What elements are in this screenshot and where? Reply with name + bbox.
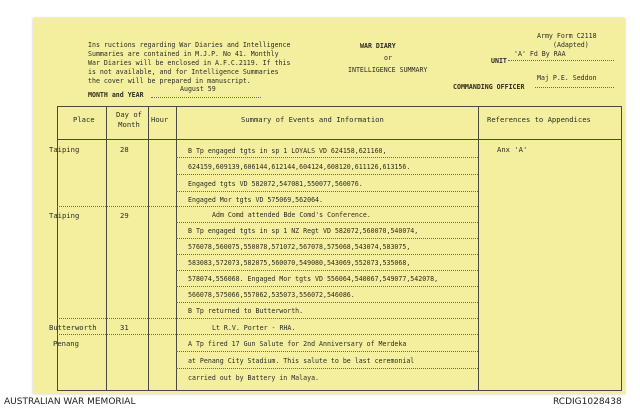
line-sep bbox=[176, 222, 478, 223]
header-place: Place bbox=[73, 115, 95, 124]
line-sep bbox=[176, 191, 478, 192]
header-references: References to Appendices bbox=[487, 115, 591, 124]
line-sep bbox=[57, 334, 478, 335]
unit-value: 'A' Fd By RAA bbox=[514, 50, 566, 58]
header-day-of-month: Day of Month bbox=[116, 110, 142, 129]
row4-place: Penang bbox=[53, 339, 79, 348]
form-number: Army Form C2118 bbox=[537, 32, 597, 40]
row1-reference: Anx 'A' bbox=[497, 145, 528, 154]
row4-line3: carried out by Battery in Malaya. bbox=[188, 374, 320, 382]
row1-day: 28 bbox=[120, 145, 129, 154]
form-adapted: (Adapted) bbox=[553, 41, 589, 49]
row2-line1: Adm Comd attended Bde Comd's Conference. bbox=[212, 211, 371, 219]
instructions-line-1: Ins ructions regarding War Diaries and Intelligence bbox=[88, 41, 291, 49]
row1-line1: B Tp engaged tgts in sp 1 LOYALS VD 624158,621160, bbox=[188, 147, 387, 155]
table-header-border bbox=[57, 139, 622, 140]
title-or: or bbox=[384, 54, 392, 62]
col-divider-3 bbox=[176, 106, 177, 391]
row2-place: Taiping bbox=[49, 211, 80, 220]
line-sep bbox=[57, 206, 478, 207]
row4-line2: at Penang City Stadium. This salute to be last ceremonial bbox=[188, 357, 415, 365]
row1-place: Taiping bbox=[49, 145, 80, 154]
instructions-line-4: is not available, and for Intelligence Summaries bbox=[88, 68, 279, 76]
table-bottom-border bbox=[57, 390, 622, 391]
col-divider-2 bbox=[148, 106, 149, 391]
header-summary: Summary of Events and Information bbox=[241, 115, 384, 124]
line-sep bbox=[176, 302, 478, 303]
col-divider-1 bbox=[106, 106, 107, 391]
commanding-officer-label: COMMANDING OFFICER bbox=[453, 83, 525, 91]
footer-archive-name: AUSTRALIAN WAR MEMORIAL bbox=[4, 397, 136, 407]
month-year-dotted-line bbox=[151, 97, 261, 98]
row2-line3: 576078,560075,550078,571072,567078,575068,543074,583075, bbox=[188, 243, 411, 251]
co-dotted-line bbox=[535, 87, 614, 88]
row1-line2: 624159,609139,606144,612144,604124,608120,611126,613156. bbox=[188, 163, 411, 171]
line-sep bbox=[176, 368, 478, 369]
commanding-officer-value: Maj P.E. Seddon bbox=[537, 74, 597, 82]
row2-line7: B Tp returned to Butterworth. bbox=[188, 307, 304, 315]
line-sep bbox=[176, 286, 478, 287]
line-sep bbox=[176, 270, 478, 271]
header-hour: Hour bbox=[151, 115, 169, 124]
table-right-border bbox=[621, 106, 622, 391]
month-year-label: MONTH and YEAR bbox=[88, 91, 144, 99]
table-top-border bbox=[57, 106, 622, 107]
row2-line5: 578074,556068. Engaged Mor tgts VD 556064,540067,549077,542078, bbox=[188, 275, 439, 283]
line-sep bbox=[57, 318, 478, 319]
line-sep bbox=[176, 351, 478, 352]
line-sep bbox=[176, 238, 478, 239]
row1-line3: Engaged tgts VD 582072,547081,550077,560076. bbox=[188, 180, 363, 188]
line-sep bbox=[176, 157, 478, 158]
row3-line1: Lt R.V. Porter - RHA. bbox=[212, 324, 296, 332]
title-intelligence-summary: INTELLIGENCE SUMMARY bbox=[348, 66, 428, 74]
line-sep bbox=[176, 174, 478, 175]
instructions-line-5: the cover will be prepared in manuscript. bbox=[88, 77, 251, 85]
instructions-line-2: Summaries are contained in M.J.P. No 41. Monthly bbox=[88, 50, 279, 58]
col-divider-4 bbox=[478, 106, 479, 391]
row4-line1: A Tp fired 17 Gun Salute for 2nd Anniversary of Merdeka bbox=[188, 340, 407, 348]
row2-line6: 566078,575066,557062,535073,556072,546086. bbox=[188, 291, 355, 299]
month-year-value: August 59 bbox=[180, 85, 216, 93]
row3-day: 31 bbox=[120, 323, 129, 332]
unit-dotted-line bbox=[508, 60, 614, 61]
unit-label: UNIT bbox=[491, 57, 507, 65]
row3-place: Butterworth bbox=[49, 323, 97, 332]
instructions-line-3: War Diaries will be enclosed in A.F.C.2119. If this bbox=[88, 59, 291, 67]
row2-line4: 583083,572073,582075,560070,549080,543069,552073,535068, bbox=[188, 259, 411, 267]
footer-record-id: RCDIG1028438 bbox=[553, 397, 622, 407]
title-war-diary: WAR DIARY bbox=[360, 42, 396, 50]
row2-line2: B Tp engaged tgts in sp 1 NZ Regt VD 582072,560070,540074, bbox=[188, 227, 419, 235]
line-sep bbox=[176, 254, 478, 255]
row1-line4: Engaged Mor tgts VD 575069,562064. bbox=[188, 196, 323, 204]
row2-day: 29 bbox=[120, 211, 129, 220]
